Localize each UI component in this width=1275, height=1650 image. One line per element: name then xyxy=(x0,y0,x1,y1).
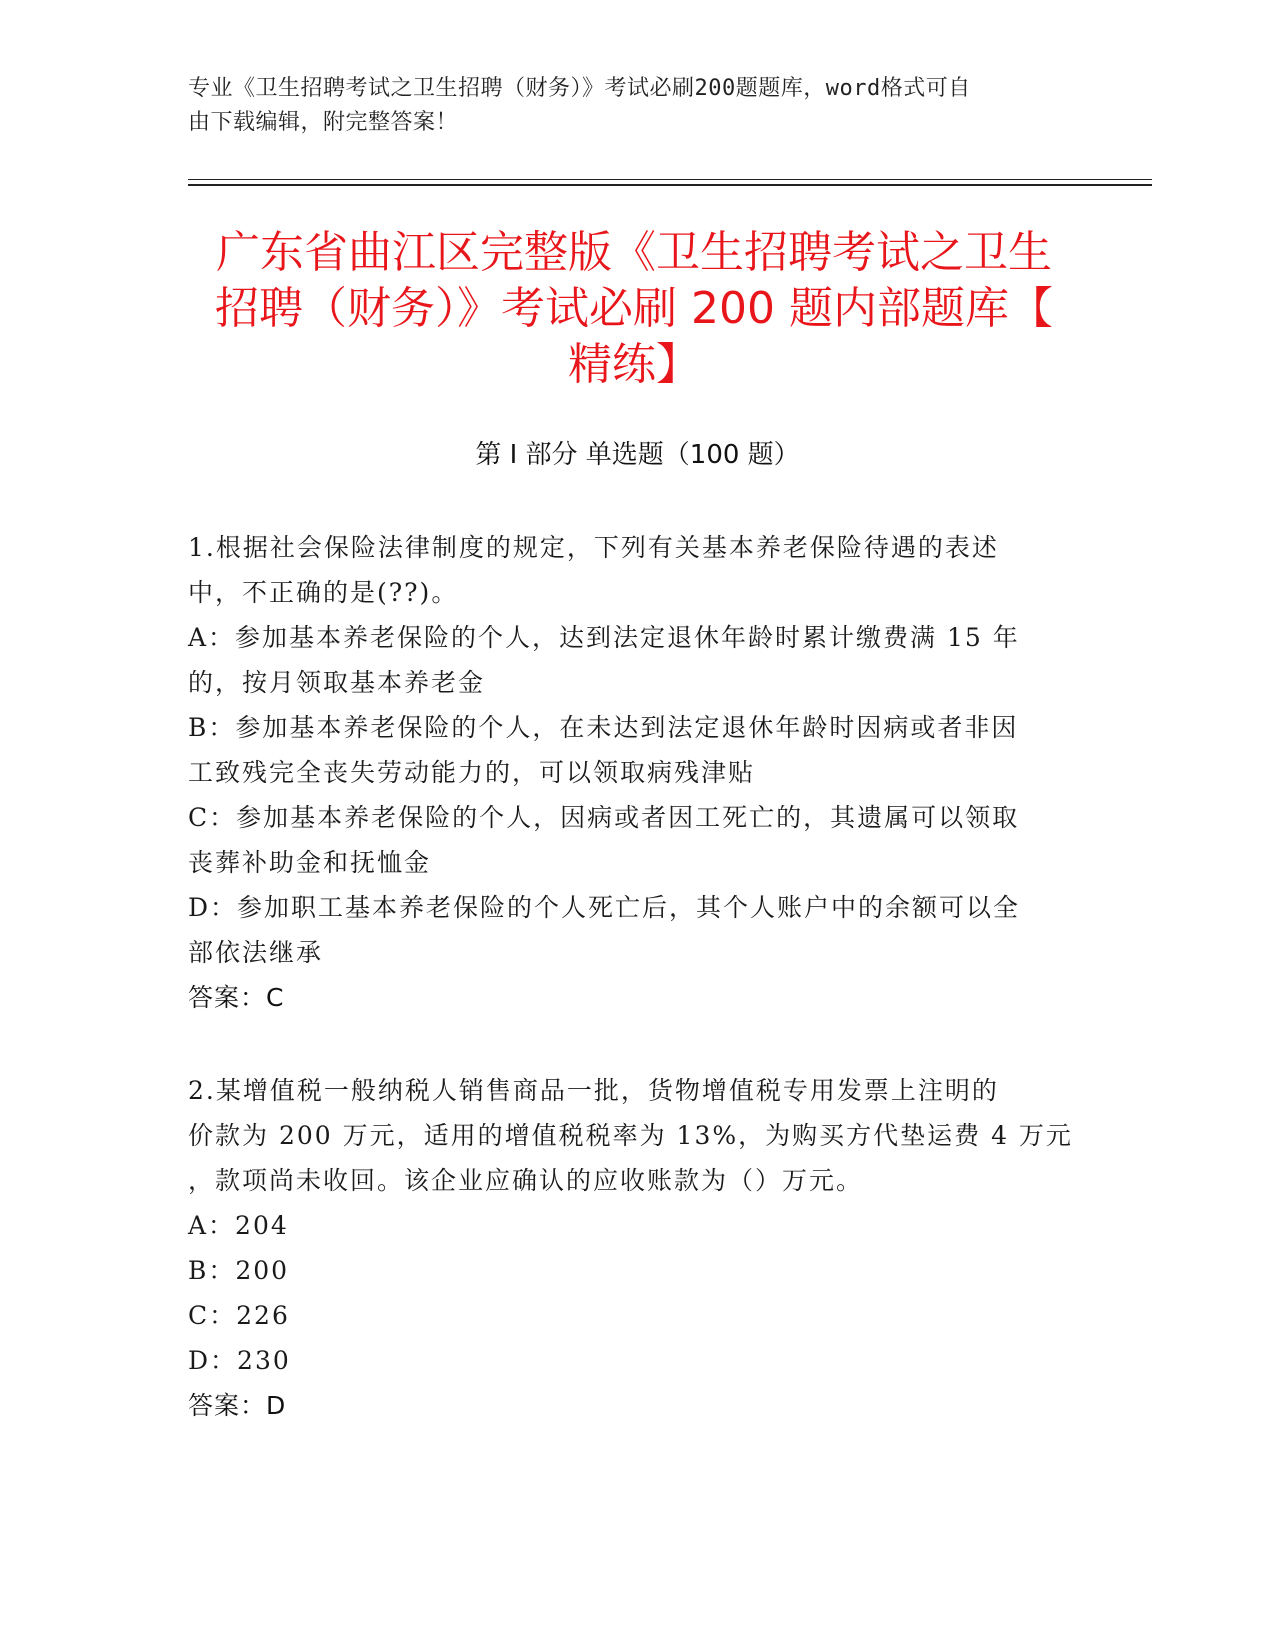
title-line: 精练】 xyxy=(568,339,700,390)
option-c: 丧葬补助金和抚恤金 xyxy=(188,848,432,877)
header-note-line: 专业《卫生招聘考试之卫生招聘（财务）》考试必刷200题题库，word格式可自 xyxy=(188,76,971,101)
option-a: A：参加基本养老保险的个人，达到法定退休年龄时累计缴费满 15 年 xyxy=(188,623,1020,652)
question-stem: 2.某增值税一般纳税人销售商品一批，货物增值税专用发票上注明的 xyxy=(188,1076,999,1105)
header-note-line: 由下载编辑，附完整答案！ xyxy=(188,110,459,135)
option-d: D：参加职工基本养老保险的个人死亡后，其个人账户中的余额可以全 xyxy=(188,893,1021,922)
header-divider-thick xyxy=(188,184,1152,186)
answer: 答案：D xyxy=(188,1391,287,1420)
option-c: C：226 xyxy=(188,1301,290,1330)
option-b: B：200 xyxy=(188,1256,290,1285)
document-title xyxy=(188,225,1080,393)
question-2 xyxy=(188,1068,1088,1428)
option-d: D：230 xyxy=(188,1346,291,1375)
option-b: B：参加基本养老保险的个人，在未达到法定退休年龄时因病或者非因 xyxy=(188,713,1019,742)
title-line: 招聘（财务）》考试必刷 200 题内部题库【 xyxy=(215,283,1053,334)
option-c: C：参加基本养老保险的个人，因病或者因工死亡的，其遗属可以领取 xyxy=(188,803,1020,832)
question-stem: 1.根据社会保险法律制度的规定，下列有关基本养老保险待遇的表述 xyxy=(188,533,999,562)
header-divider-thin xyxy=(188,179,1152,180)
question-stem: ，款项尚未收回。该企业应确认的应收账款为（）万元。 xyxy=(188,1166,864,1195)
question-stem: 价款为 200 万元，适用的增值税税率为 13%，为购买方代垫运费 4 万元 xyxy=(188,1121,1073,1150)
section-heading: 第 I 部分 单选题（100 题） xyxy=(475,440,800,470)
option-b: 工致残完全丧失劳动能力的，可以领取病残津贴 xyxy=(188,758,756,787)
header-note xyxy=(188,72,1068,140)
option-d: 部依法继承 xyxy=(188,938,324,967)
question-stem: 中，不正确的是(??)。 xyxy=(188,578,459,607)
option-a: A：204 xyxy=(188,1211,289,1240)
question-1 xyxy=(188,525,1088,1020)
option-a: 的，按月领取基本养老金 xyxy=(188,668,486,697)
title-line: 广东省曲江区完整版《卫生招聘考试之卫生 xyxy=(216,227,1052,278)
answer: 答案：C xyxy=(188,983,285,1012)
